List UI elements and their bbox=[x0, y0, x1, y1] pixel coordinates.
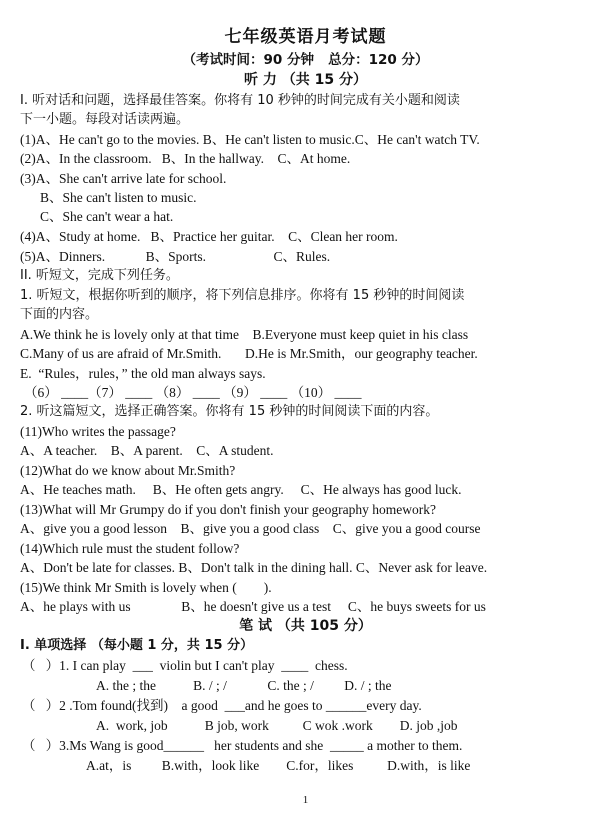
mc-question-3-options: A.at，is B.with，look like C.for，likes D.with，is like bbox=[86, 758, 471, 773]
mc-question-1-options: A. the ; the B. / ; / C. the ; / D. / ; the bbox=[96, 678, 392, 693]
question-11-options: A、A teacher. B、A parent. C、A student. bbox=[20, 443, 274, 458]
question-14-options: A、Don't be late for classes. B、Don't talk in the dining hall. C、Never ask for leave. bbox=[20, 560, 488, 575]
question-5: (5)A、Dinners. B、Sports. C、Rules. bbox=[20, 249, 331, 264]
section1-heading: I. 单项选择 （每小题 1 分，共 15 分） bbox=[20, 638, 254, 653]
question-1: (1)A、He can't go to the movies. B、He can't listen to music.C、He can't watch TV. bbox=[20, 132, 480, 147]
task2-instruction: 2. 听这篇短文，选择正确答案。你将有 15 秒钟的时间阅读下面的内容。 bbox=[20, 404, 439, 419]
question-3-option-b: B、She can't listen to music. bbox=[40, 190, 197, 205]
question-11: (11)Who writes the passage? bbox=[20, 424, 176, 439]
task1-option-e: E. “Rules，rules，” the old man always says. bbox=[20, 366, 266, 381]
exam-title: 七年级英语月考试题 bbox=[224, 27, 387, 47]
question-12: (12)What do we know about Mr.Smith? bbox=[20, 463, 236, 478]
task1-instruction-line1: 1. 听短文，根据你听到的顺序，将下列信息排序。你将有 15 秒钟的时间阅读 bbox=[20, 288, 465, 303]
mc-question-3: （ ）3.Ms Wang is good______ her students and she _____ a mother to them. bbox=[22, 738, 463, 753]
page-number: 1 bbox=[302, 794, 309, 806]
question-3: (3)A、She can't arrive late for school. bbox=[20, 171, 227, 186]
part2-heading: II. 听短文，完成下列任务。 bbox=[20, 268, 179, 283]
task1-options-ab: A.We think he is lovely only at that time B.Everyone must keep quiet in his class bbox=[20, 327, 469, 342]
mc-question-2-options: A. work, job B job, work C wok .work D. job ,job bbox=[96, 718, 458, 733]
written-heading: 笔 试 （共 105 分） bbox=[239, 618, 372, 634]
mc-question-1: （ ）1. I can play ___ violin but I can't play ____ chess. bbox=[22, 658, 348, 673]
question-2: (2)A、In the classroom. B、In the hallway. C、At home. bbox=[20, 151, 351, 166]
question-13-options: A、give you a good lesson B、give you a good class C、give you a good course bbox=[20, 521, 481, 536]
question-13: (13)What will Mr Grumpy do if you don't finish your geography homework? bbox=[20, 502, 436, 517]
question-15: (15)We think Mr Smith is lovely when ( ). bbox=[20, 580, 272, 595]
question-14: (14)Which rule must the student follow? bbox=[20, 541, 240, 556]
task1-instruction-line2: 下面的内容。 bbox=[20, 307, 99, 322]
listening-heading: 听 力 （共 15 分） bbox=[244, 72, 367, 88]
question-15-options: A、he plays with us B、he doesn't give us a test C、he buys sweets for us bbox=[20, 599, 486, 614]
part1-instruction-line1: I. 听对话和问题，选择最佳答案。你将有 10 秒钟的时间完成有关小题和阅读 bbox=[20, 93, 460, 108]
part1-instruction-line2: 下一小题。每段对话读两遍。 bbox=[20, 112, 190, 127]
question-3-option-c: C、She can't wear a hat. bbox=[40, 209, 174, 224]
task1-options-cd: C.Many of us are afraid of Mr.Smith. D.He is Mr.Smith，our geography teacher. bbox=[20, 346, 478, 361]
task1-answer-blanks: （6） ____（7） ____ （8） ____ （9） ____ （10） ____ bbox=[24, 385, 362, 400]
exam-subtitle: （考试时间：90 分钟 总分：120 分） bbox=[182, 52, 429, 68]
mc-question-2: （ ）2 .Tom found(找到) a good ___and he goes to ______every day. bbox=[22, 698, 422, 713]
question-4: (4)A、Study at home. B、Practice her guitar. C、Clean her room. bbox=[20, 229, 398, 244]
question-12-options: A、He teaches math. B、He often gets angry. C、He always has good luck. bbox=[20, 482, 462, 497]
